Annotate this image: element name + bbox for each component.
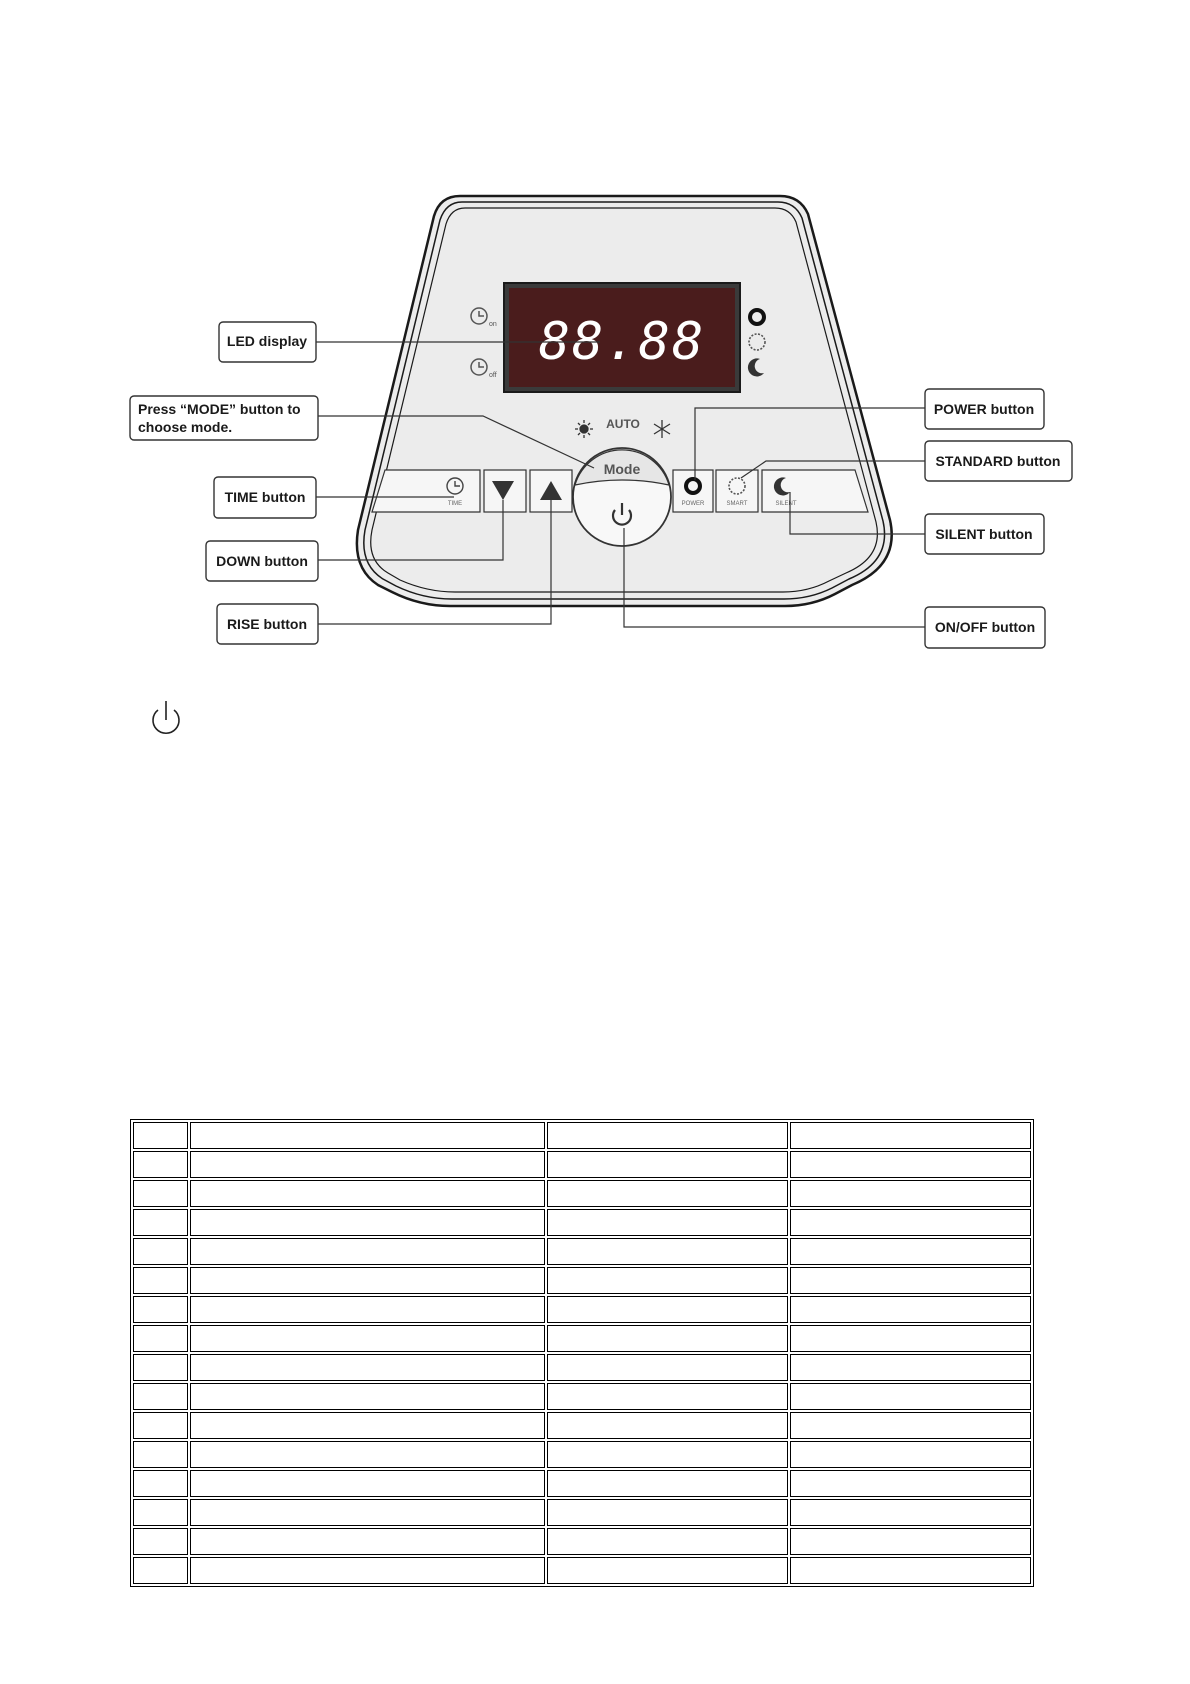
table-cell — [190, 1296, 545, 1323]
table-cell — [133, 1470, 188, 1497]
table-row — [133, 1180, 1031, 1207]
callout-power-button — [925, 389, 1044, 429]
timer-off-label: off — [489, 372, 497, 379]
callout-standard-button — [925, 441, 1072, 481]
table-cell — [547, 1354, 788, 1381]
table-cell — [190, 1470, 545, 1497]
table-cell — [190, 1354, 545, 1381]
table-row — [133, 1412, 1031, 1439]
table-cell — [190, 1180, 545, 1207]
table-cell — [547, 1557, 788, 1584]
table-cell — [547, 1470, 788, 1497]
callout-standard-button-text: STANDARD button — [935, 453, 1061, 469]
table-cell — [790, 1122, 1031, 1149]
table-cell — [133, 1499, 188, 1526]
callout-rise-button-text: RISE button — [226, 616, 308, 632]
table-cell — [547, 1296, 788, 1323]
table-cell — [790, 1499, 1031, 1526]
table-cell — [790, 1557, 1031, 1584]
callout-led-display — [219, 322, 316, 362]
table-cell — [790, 1325, 1031, 1352]
table-row — [133, 1499, 1031, 1526]
callout-time-button — [214, 477, 316, 518]
table-cell — [547, 1325, 788, 1352]
table-row — [133, 1383, 1031, 1410]
callout-mode-line1: Press “MODE” button to — [138, 401, 301, 417]
callout-silent-button — [925, 514, 1044, 554]
table-cell — [190, 1412, 545, 1439]
silent-caption: SILENT — [775, 501, 797, 507]
table-cell — [133, 1180, 188, 1207]
callout-led-display-text: LED display — [226, 333, 308, 349]
table-row — [133, 1296, 1031, 1323]
table-cell — [790, 1470, 1031, 1497]
callout-down-button — [206, 541, 318, 581]
power-icon — [153, 701, 179, 733]
table-row — [133, 1528, 1031, 1555]
table-cell — [133, 1267, 188, 1294]
callout-power-button-text: POWER button — [933, 401, 1035, 417]
table-cell — [190, 1238, 545, 1265]
callout-mode — [130, 396, 318, 440]
table-cell — [190, 1267, 545, 1294]
table-cell — [790, 1528, 1031, 1555]
table-cell — [790, 1209, 1031, 1236]
table-cell — [190, 1383, 545, 1410]
table-cell — [190, 1151, 545, 1178]
table-cell — [190, 1499, 545, 1526]
table-cell — [190, 1325, 545, 1352]
table-cell — [133, 1354, 188, 1381]
center-round-button — [573, 448, 671, 546]
callout-down-button-text: DOWN button — [216, 553, 308, 569]
table-cell — [133, 1528, 188, 1555]
timer-on-label: on — [489, 321, 497, 328]
callout-rise-button — [217, 604, 318, 644]
table-cell — [790, 1267, 1031, 1294]
table-cell — [133, 1238, 188, 1265]
time-button[interactable] — [372, 470, 480, 512]
table-cell — [190, 1441, 545, 1468]
table-row — [133, 1209, 1031, 1236]
table-cell — [790, 1441, 1031, 1468]
auto-label: AUTO — [606, 417, 640, 431]
led-display — [504, 283, 740, 392]
table-cell — [133, 1151, 188, 1178]
table-cell — [547, 1238, 788, 1265]
callout-onoff-button — [925, 607, 1045, 648]
table-cell — [133, 1122, 188, 1149]
callout-mode-line2: choose mode. — [138, 419, 233, 435]
table-row — [133, 1151, 1031, 1178]
table-cell — [790, 1296, 1031, 1323]
table-cell — [190, 1209, 545, 1236]
table-cell — [790, 1151, 1031, 1178]
table-cell — [547, 1499, 788, 1526]
table-cell — [790, 1412, 1031, 1439]
spec-table — [130, 1119, 1034, 1587]
display-digits: 88.88 — [538, 312, 706, 372]
table-cell — [133, 1412, 188, 1439]
table-cell — [133, 1441, 188, 1468]
table-cell — [190, 1528, 545, 1555]
time-caption: TIME — [447, 501, 463, 507]
table-cell — [133, 1296, 188, 1323]
table-cell — [133, 1209, 188, 1236]
table-cell — [790, 1180, 1031, 1207]
table-cell — [790, 1238, 1031, 1265]
mode-label: Mode — [603, 461, 641, 477]
table-cell — [133, 1383, 188, 1410]
table-cell — [190, 1557, 545, 1584]
table-cell — [547, 1151, 788, 1178]
smart-caption: SMART — [726, 501, 748, 507]
table-row — [133, 1238, 1031, 1265]
table-cell — [547, 1209, 788, 1236]
table-row — [133, 1441, 1031, 1468]
table-row — [133, 1267, 1031, 1294]
table-cell — [133, 1325, 188, 1352]
power-caption: POWER — [681, 501, 705, 507]
table-cell — [790, 1354, 1031, 1381]
table-cell — [547, 1180, 788, 1207]
onoff-button[interactable] — [596, 490, 648, 542]
table-row — [133, 1557, 1031, 1584]
callout-onoff-button-text: ON/OFF button — [934, 619, 1036, 635]
table-cell — [547, 1412, 788, 1439]
table-row — [133, 1354, 1031, 1381]
callout-time-button-text: TIME button — [224, 489, 306, 505]
table-row — [133, 1122, 1031, 1149]
table-cell — [190, 1122, 545, 1149]
table-cell — [547, 1267, 788, 1294]
table-cell — [547, 1383, 788, 1410]
table-row — [133, 1470, 1031, 1497]
table-cell — [547, 1528, 788, 1555]
table-cell — [547, 1441, 788, 1468]
table-cell — [133, 1557, 188, 1584]
table-cell — [790, 1383, 1031, 1410]
table-row — [133, 1325, 1031, 1352]
callout-silent-button-text: SILENT button — [935, 526, 1033, 542]
table-cell — [547, 1122, 788, 1149]
